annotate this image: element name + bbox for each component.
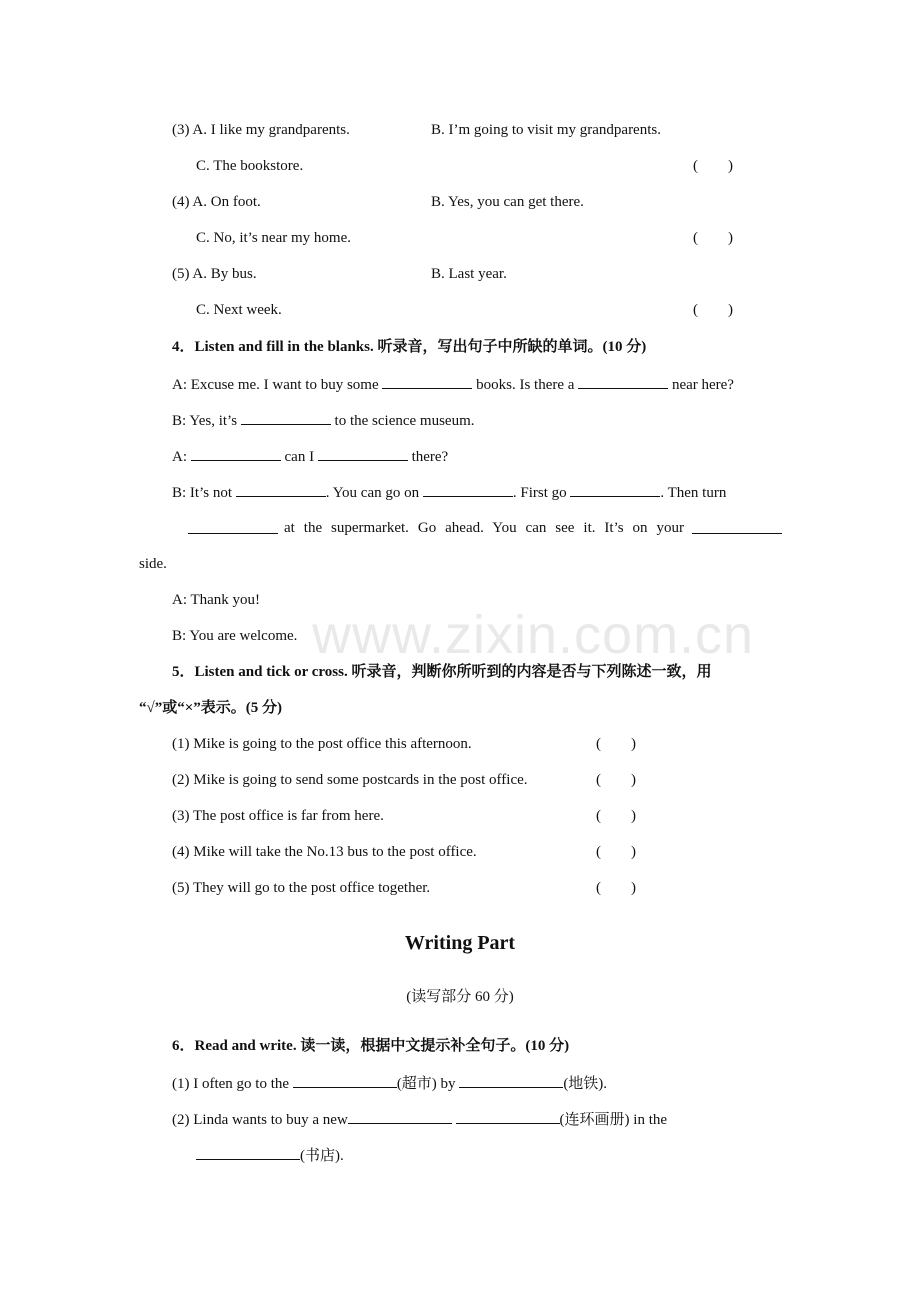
q6-line3-text-b: (书店).: [300, 1148, 344, 1164]
q5-item2-text: (2) Mike is going to send some postcards in the post office.: [172, 772, 528, 788]
q4-line5-blank-right: [692, 518, 782, 540]
q4-line4-text-b: . You can go on: [325, 485, 423, 501]
q5-item5-answer-box: ( ): [596, 880, 636, 896]
fill-blank[interactable]: [382, 373, 472, 389]
q4-line1: [172, 373, 734, 395]
fill-blank[interactable]: [459, 1072, 563, 1088]
q6-line2: [172, 1108, 667, 1130]
q3-item4-option-a: (4) A. On foot.: [172, 194, 261, 210]
q4-line2-text-a: B: Yes, it’s: [172, 413, 241, 429]
q3-item4-option-b: B. Yes, you can get there.: [431, 194, 584, 210]
fill-blank[interactable]: [196, 1144, 300, 1160]
q3-item3-answer-box: ( ): [693, 158, 733, 174]
q5-heading-line2: “√”或“×”表示。(5 分): [139, 700, 283, 716]
q4-line2: [172, 409, 475, 431]
q5-item3-text: (3) The post office is far from here.: [172, 808, 384, 824]
q3-item5-option-c: C. Next week.: [196, 302, 282, 318]
fill-blank[interactable]: [456, 1108, 560, 1124]
q3-item3-option-b: B. I’m going to visit my grandparents.: [431, 122, 661, 138]
q6-heading: 6．Read and write. 读一读，根据中文提示补全句子。(10 分): [172, 1038, 570, 1054]
q3-item3-option-c: C. The bookstore.: [196, 158, 304, 174]
q5-item5-text: (5) They will go to the post office together.: [172, 880, 431, 896]
q4-line4-text-a: B: It’s not: [172, 485, 236, 501]
q4-line5-text: at the supermarket. Go ahead. You can see it. It’s on your: [284, 520, 684, 536]
q4-line1-text-a: A: Excuse me. I want to buy some: [172, 377, 383, 393]
fill-blank[interactable]: [348, 1108, 452, 1124]
fill-blank[interactable]: [578, 373, 668, 389]
q3-item4-option-c: C. No, it’s near my home.: [196, 230, 351, 246]
fill-blank[interactable]: [293, 1072, 397, 1088]
q4-line8: B: You are welcome.: [172, 628, 298, 644]
q4-line3-text-c: there?: [407, 449, 449, 465]
q6-line1-text-b: (超市) by: [396, 1076, 460, 1092]
q3-item5-option-b: B. Last year.: [431, 266, 507, 282]
q6-line2-text-b: (连环画册) in the: [559, 1112, 668, 1128]
q4-line5-blank-left: [188, 518, 278, 540]
q4-line3-text-a: A:: [172, 449, 191, 465]
fill-blank[interactable]: [236, 481, 326, 497]
q5-item1-answer-box: ( ): [596, 736, 636, 752]
fill-blank[interactable]: [570, 481, 660, 497]
q5-item4-answer-box: ( ): [596, 844, 636, 860]
q5-item4-text: (4) Mike will take the No.13 bus to the post office.: [172, 844, 477, 860]
writing-part-subtitle: (读写部分 60 分): [406, 989, 514, 1005]
q4-line4-text-d: . Then turn: [660, 485, 727, 501]
q6-line1-text-a: (1) I often go to the: [172, 1076, 293, 1092]
q6-line3: [196, 1144, 344, 1166]
fill-blank[interactable]: [423, 481, 513, 497]
fill-blank[interactable]: [188, 518, 278, 534]
q4-line2-text-b: to the science museum.: [330, 413, 475, 429]
q4-heading: 4．Listen and fill in the blanks. 听录音，写出句子中所缺的单词。(10 分): [172, 339, 647, 355]
q5-heading-line1: 5．Listen and tick or cross. 听录音，判断你所听到的内容是否与下列陈述一致，用: [172, 664, 712, 680]
q3-item3-option-a: (3) A. I like my grandparents.: [172, 122, 350, 138]
watermark: www.zixin.com.cn: [312, 605, 755, 665]
q5-item3-answer-box: ( ): [596, 808, 636, 824]
q4-line7: A: Thank you!: [172, 592, 261, 608]
q3-item5-option-a: (5) A. By bus.: [172, 266, 257, 282]
q3-item5-answer-box: ( ): [693, 302, 733, 318]
q4-line4: [172, 481, 726, 503]
q4-line4-text-c: . First go: [512, 485, 571, 501]
q6-line2-text-a: (2) Linda wants to buy a new: [172, 1112, 348, 1128]
q4-line1-text-c: near here?: [668, 377, 734, 393]
q4-line3-text-b: can I: [280, 449, 318, 465]
q6-line1-text-c: (地铁).: [563, 1076, 608, 1092]
q4-line1-text-b: books. Is there a: [472, 377, 579, 393]
q4-line3: [172, 445, 448, 467]
fill-blank[interactable]: [318, 445, 408, 461]
q4-line6: side.: [139, 556, 167, 572]
fill-blank[interactable]: [692, 518, 782, 534]
writing-part-title: Writing Part: [404, 932, 516, 954]
q6-line1: [172, 1072, 607, 1094]
fill-blank[interactable]: [241, 409, 331, 425]
q5-item1-text: (1) Mike is going to the post office this afternoon.: [172, 736, 472, 752]
q5-item2-answer-box: ( ): [596, 772, 636, 788]
q3-item4-answer-box: ( ): [693, 230, 733, 246]
fill-blank[interactable]: [191, 445, 281, 461]
